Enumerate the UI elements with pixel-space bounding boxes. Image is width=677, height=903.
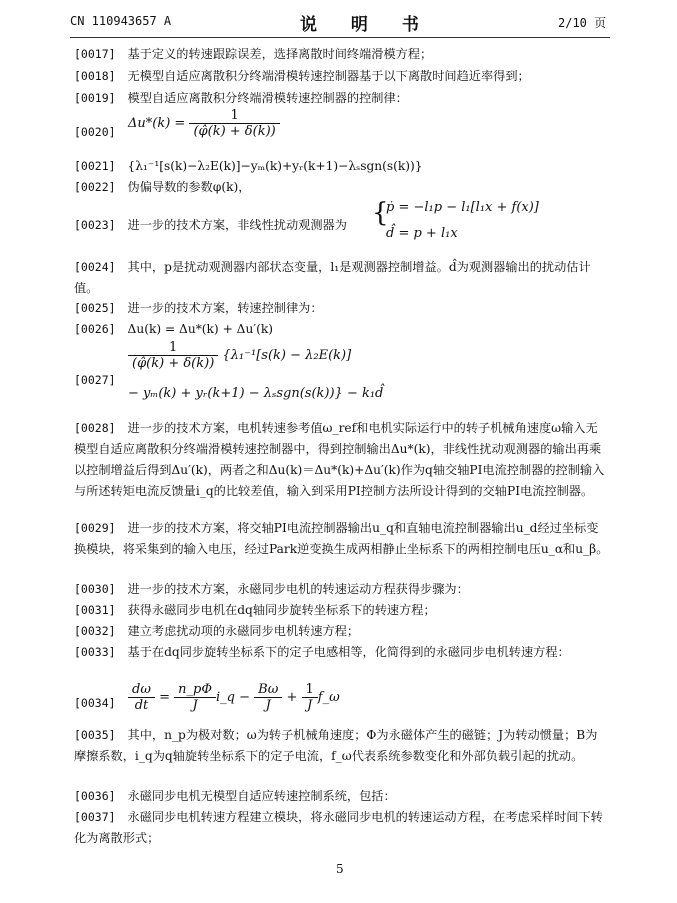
paragraph-number: [0027] [74, 373, 116, 387]
paragraph-0028 [74, 418, 609, 502]
paragraph-text: 其中，p是扰动观测器内部状态变量，l₁是观测器控制增益。d̂为观测器输出的扰动估计值。 [74, 260, 591, 295]
paragraph-number: [0028] [74, 421, 116, 435]
term3-variable: f_ω [317, 690, 340, 705]
paragraph-number: [0024] [74, 260, 116, 274]
paragraph-number: [0019] [74, 91, 116, 105]
paragraph-number: [0018] [74, 69, 116, 83]
paragraph-text: 进一步的技术方案，将交轴PI电流控制器输出u_q和直轴电流控制器输出u_d经过坐标变换模块，将采集到的输入电压，经过Park逆变换生成两相静止坐标系下的两相控制电压u_α和u_β。 [74, 521, 609, 556]
paragraph-number: [0030] [74, 582, 116, 596]
equation-fraction [189, 108, 279, 139]
fraction-numerator: n_pΦ [174, 682, 216, 698]
paragraph-text: 模型自适应离散积分终端滑模转速控制器的控制律： [127, 91, 408, 105]
paragraph-0025 [74, 298, 609, 319]
paragraph-number: [0029] [74, 521, 116, 535]
doc-number: CN 110943657 A [70, 14, 172, 28]
paragraph-number: [0032] [74, 624, 116, 638]
paragraph-text: 获得永磁同步电机在dq轴同步旋转坐标系下的转速方程； [127, 603, 436, 617]
fraction-denominator: J [192, 698, 198, 713]
paragraph-0021 [74, 156, 609, 177]
fraction-denominator: (φ̂(k) + δ(k)) [193, 124, 276, 139]
equation-0023-line1: ṗ = −l₁p − l₁[l₁x + f(x)] [386, 200, 539, 215]
fraction-denominator: (φ̂(k) + δ(k)) [132, 356, 215, 371]
paragraph-text: 永磁同步电机转速方程建立模块，将永磁同步电机的转速运动方程，在考虑采样时间下转化为离散形式； [74, 810, 603, 845]
page-number: 5 [336, 862, 344, 876]
paragraph-number: [0037] [74, 810, 116, 824]
paragraph-0019 [74, 88, 609, 109]
fraction-numerator: 1 [128, 340, 218, 356]
equals-sign: = [159, 690, 170, 705]
paragraph-0017 [74, 44, 609, 65]
paragraph-text: 伪偏导数的参数φ(k)， [127, 180, 251, 194]
equation-0027-line1 [128, 340, 351, 371]
minus-sign: − [239, 690, 251, 705]
paragraph-text: 进一步的技术方案，电机转速参考值ω_ref和电机实际运行中的转子机械角速度ω输入无模型自适应离散积分终端滑模转速控制器中，得到控制输出Δu*(k)，非线性扰动观测器的输出再乘以控制增益后得到Δu′(k)，两者之和Δu(k)＝Δu*(k)+Δu′(k)作为q轴交轴PI电流控制器的控制输入与所述转矩电流反馈量i_q的比较差值，输入到采用PI控制方法所设计得到的交轴PI电流控制器。 [74, 421, 605, 498]
paragraph-0033 [74, 642, 609, 663]
paragraph-number: [0033] [74, 645, 116, 659]
term1-variable: i_q [215, 690, 235, 705]
paragraph-0029 [74, 518, 609, 560]
equation-0020 [128, 108, 280, 139]
equation-0034 [128, 682, 340, 713]
paragraph-text: 进一步的技术方案，永磁同步电机的转速运动方程获得步骤为： [127, 582, 469, 596]
page-indicator: 2/10 页 [558, 16, 607, 30]
plus-sign: + [286, 690, 298, 705]
fraction-numerator: 1 [189, 108, 279, 124]
fraction-denominator: J [265, 698, 271, 713]
paragraph-number: [0025] [74, 301, 116, 315]
paragraph-0026 [74, 319, 609, 340]
equation-0027-line2: − yₘ(k) + yᵣ(k+1) − λₛsgn(s(k))} − k₁d̂ [128, 386, 384, 401]
term3-fraction [302, 682, 318, 713]
paragraph-text: Δu(k) = Δu*(k) + Δu′(k) [127, 322, 273, 336]
paragraph-number: [0023] [74, 218, 116, 232]
paragraph-text: 基于定义的转速跟踪误差，选择离散时间终端滑模方程； [127, 47, 433, 61]
paragraph-text: 进一步的技术方案，非线性扰动观测器为 [127, 218, 347, 232]
paragraph-number: [0020] [74, 125, 116, 139]
paragraph-text: 基于在dq同步旋转坐标系下的定子电感相等，化简得到的永磁同步电机转速方程： [127, 645, 570, 659]
paragraph-text: 其中，n_p为极对数；ω为转子机械角速度；Φ为永磁体产生的磁链；J为转动惯量；B为摩擦系数，i_q为q轴旋转坐标系下的定子电流，f_ω代表系统参数变化和外部负载引起的扰动。 [74, 728, 598, 763]
paragraph-0032 [74, 621, 609, 642]
equation-0023-line2: d̂ = p + l₁x [386, 226, 458, 241]
paragraph-0023 [74, 215, 609, 236]
paragraph-number: [0034] [74, 696, 116, 710]
fraction-numerator: 1 [302, 682, 318, 698]
header-divider [70, 37, 610, 38]
fraction-numerator: Bω [254, 682, 282, 698]
paragraph-0031 [74, 600, 609, 621]
paragraph-text: 无模型自适应离散积分终端滑模转速控制器基于以下离散时间趋近率得到； [127, 69, 530, 83]
lhs-fraction [128, 682, 155, 713]
paragraph-0022 [74, 177, 609, 198]
paragraph-text: 建立考虑扰动项的永磁同步电机转速方程； [127, 624, 360, 638]
paragraph-number: [0031] [74, 603, 116, 617]
paragraph-number: [0036] [74, 789, 116, 803]
paragraph-text: {λ₁⁻¹[s(k)−λ₂E(k)]−yₘ(k)+yᵣ(k+1)−λₛsgn(s(k))} [127, 159, 423, 173]
paragraph-0036 [74, 786, 609, 807]
paragraph-0037 [74, 807, 609, 849]
paragraph-0018 [74, 66, 609, 87]
paragraph-number: [0026] [74, 322, 116, 336]
paragraph-0030 [74, 579, 609, 600]
paragraph-0035 [74, 725, 609, 767]
paragraph-text: 永磁同步电机无模型自适应转速控制系统，包括： [127, 789, 396, 803]
paragraph-text: 进一步的技术方案，转速控制律为： [127, 301, 323, 315]
equation-term: {λ₁⁻¹[s(k) − λ₂E(k)] [222, 348, 352, 363]
paragraph-number: [0035] [74, 728, 116, 742]
term2-fraction [254, 682, 282, 713]
paragraph-number: [0017] [74, 47, 116, 61]
paragraph-number: [0021] [74, 159, 116, 173]
fraction-denominator: J [307, 698, 313, 713]
page-title: 说 明 书 [300, 15, 433, 35]
brace-icon: { [372, 198, 389, 228]
term1-fraction [174, 682, 216, 713]
fraction-denominator: dt [134, 698, 149, 713]
paragraph-number: [0022] [74, 180, 116, 194]
equation-lhs: Δu*(k) = [128, 116, 186, 131]
fraction-numerator: dω [128, 682, 155, 698]
paragraph-0024 [74, 257, 609, 299]
equation-fraction [128, 340, 218, 371]
